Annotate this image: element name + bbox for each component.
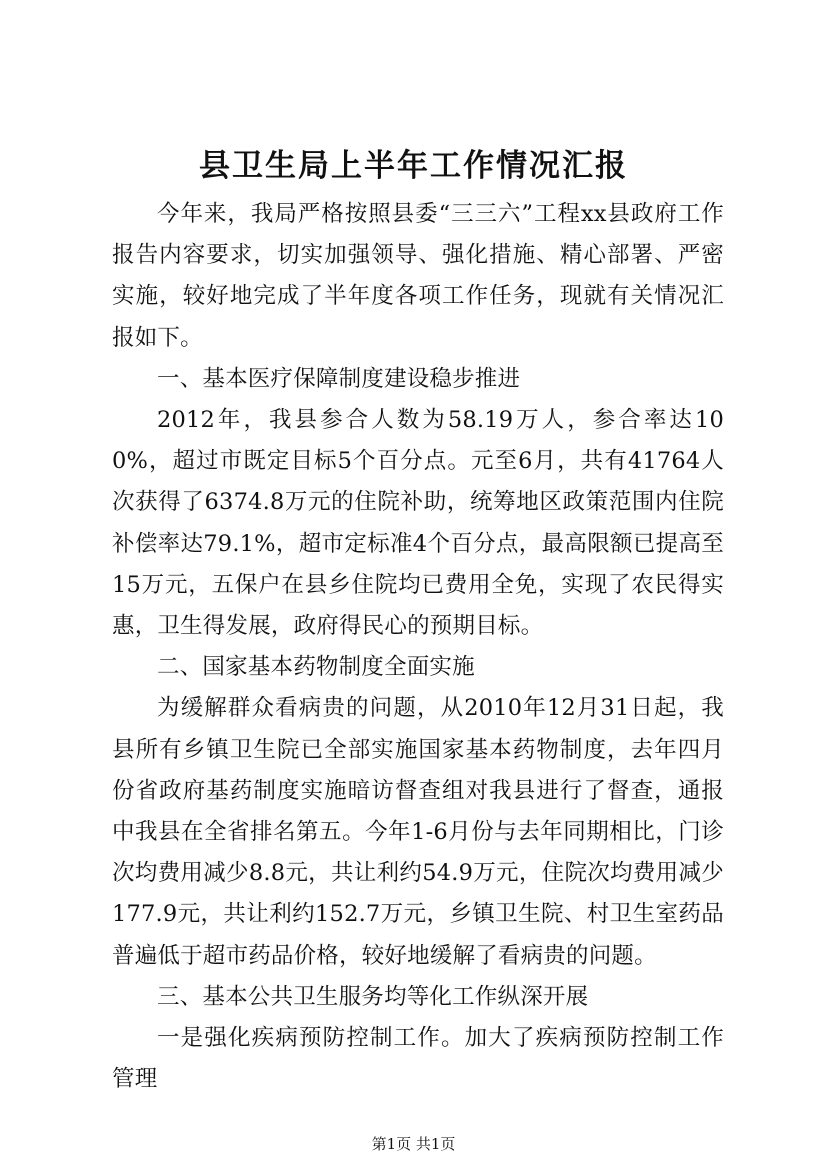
essential-drugs-paragraph: 为缓解群众看病贵的问题，从2010年12月31日起，我县所有乡镇卫生院已全部实施国家基本药物制度，去年四月份省政府基药制度实施暗访督查组对我县进行了督查，通报中我县在全省排名第五。今年1-6月份与去年同期相比，门诊次均费用减少8.8元，共让利约54.9万元，住院次均费用减少177.9元，共让利约152.7万元，乡镇卫生院、村卫生室药品普遍低于超市药品价格，较好地缓解了看病贵的问题。: [112, 695, 724, 969]
section-heading-essential-drugs: 二、国家基本药物制度全面实施: [157, 654, 475, 681]
medical-insurance-paragraph: 2012年，我县参合人数为58.19万人，参合率达100%，超过市既定目标5个百分点。元至6月，共有41764人次获得了6374.8万元的住院补助，统筹地区政策范围内住院补偿率达79.1%，超市定标准4个百分点，最高限额已提高至15万元，五保户在县乡住院均已费用全免，实现了农民得实惠，卫生得发展，政府得民心的预期目标。: [112, 407, 724, 640]
intro-paragraph: 今年来，我局严格按照县委“三三六”工程xx县政府工作报告内容要求，切实加强领导、强化措施、精心部署、严密实施，较好地完成了半年度各项工作任务，现就有关情况汇报如下。: [112, 201, 724, 351]
document-body: [112, 194, 724, 1100]
section-heading-medical-insurance: 一、基本医疗保障制度建设稳步推进: [157, 365, 521, 392]
public-health-paragraph: 一是强化疾病预防控制工作。加大了疾病预防控制工作管理: [112, 1025, 724, 1093]
document-title: 县卫生局上半年工作情况汇报: [199, 148, 628, 184]
section-heading-public-health: 三、基本公共卫生服务均等化工作纵深开展: [157, 983, 589, 1010]
page-number-footer: 第1页 共1页: [371, 1135, 456, 1153]
